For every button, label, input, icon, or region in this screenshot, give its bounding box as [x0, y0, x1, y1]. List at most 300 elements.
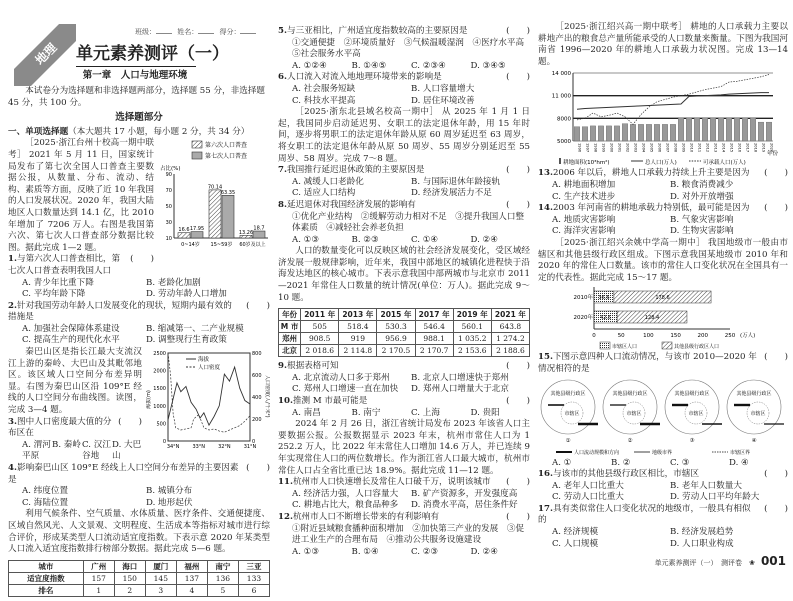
option-a[interactable]: A. 加强社会保障体系建设 — [22, 323, 120, 334]
answer-bracket[interactable]: ( ) — [506, 26, 530, 36]
option-a[interactable]: A. 渭河平原 — [22, 439, 51, 462]
question-number: 8. — [278, 199, 287, 210]
x-tick-label: 32°N — [218, 444, 231, 451]
x-tick-label: 2008 — [673, 143, 678, 153]
x-tick-label: 2015 — [729, 143, 734, 153]
answer-bracket[interactable]: ( ) — [764, 352, 788, 363]
option-c[interactable]: C. ①④ — [411, 234, 439, 245]
option-a[interactable]: A. 南昌 — [292, 407, 321, 418]
option-c[interactable]: C. 海洋灾害影响 — [552, 226, 616, 237]
option-b[interactable]: B. ①④⑤ — [351, 60, 387, 71]
table-cell: 2 170.7 — [415, 345, 453, 357]
table-cell: 956.9 — [377, 333, 415, 345]
passage-4: ［2025·浙东北县域名校高一期中］ 从 2025 年 1 月 1 日起，我国同步启动延迟男、女职工的法定退休年龄，用 15 年时间，逐步将男职工的法定退休年龄从原 60 周岁延迟至 63 周岁，将女职工的法定退休年龄从原 50 周岁、55 周岁分别延迟至 55 周岁、58 周岁。完成 7～8 题。 — [278, 107, 530, 164]
score-label: 得分： — [219, 28, 241, 36]
city-index-table — [8, 560, 270, 597]
bar-value-label: 63.35 — [220, 190, 236, 197]
subject-label: 地理 — [14, 24, 76, 86]
option-c[interactable]: C. 科技水平提高 — [292, 95, 356, 106]
x-tick-label: 150 — [670, 333, 681, 340]
option-a[interactable]: A. ①②④ — [292, 60, 327, 71]
question-12 — [278, 512, 530, 558]
option-a[interactable]: A. 北京流动人口多于郑州 — [292, 372, 390, 383]
x-tick-label: 2005 — [649, 143, 654, 153]
y-tick-label: 10 — [165, 236, 172, 243]
table-cell: 4 — [176, 584, 207, 596]
name-field[interactable] — [198, 33, 214, 34]
answer-options — [278, 408, 530, 420]
x-tick-label: 2000 — [609, 143, 614, 153]
table-cell: 排名 — [9, 584, 84, 596]
option-c[interactable]: C. 生产技术进步 — [552, 191, 616, 202]
option-d[interactable]: D. 居住环境改善 — [411, 95, 475, 106]
question-stem-text: 与第六次人口普查相比，第七次人口普查表明我国人口 — [8, 254, 121, 276]
option-a[interactable]: A. ①③ — [292, 234, 320, 245]
option-b[interactable]: B. 城镇分布 — [146, 486, 193, 497]
question-stem-text: 下图示意四种人口流动情况，与该市 2010—2020 年情况相符的是 — [538, 352, 757, 374]
option-d[interactable]: D. 消费水平高，居住条件好 — [411, 500, 518, 511]
bar-value-label: 36.6 — [598, 295, 610, 302]
y-tick-label: 70 — [165, 188, 172, 195]
category-label: 2010年 — [573, 295, 593, 302]
area-bar — [574, 127, 580, 141]
table-cell: 郑州 — [279, 333, 301, 345]
bar-value-label: 18.7 — [253, 225, 265, 232]
option-a[interactable]: A. ①③ — [292, 546, 320, 557]
answer-bracket[interactable]: ( ) — [506, 165, 530, 176]
table-cell: 157 — [83, 572, 114, 584]
x-tick-label: 2002 — [625, 143, 630, 153]
page-footer — [538, 554, 788, 570]
x-tick-label: 2006 — [657, 143, 662, 153]
table-cell: 505 — [301, 321, 339, 333]
legend-label: 市辖区界 — [730, 449, 751, 456]
area-bar — [710, 118, 716, 141]
bar — [253, 231, 265, 238]
y2-tick-label: 800 — [252, 351, 262, 358]
class-field[interactable] — [156, 33, 172, 34]
table-row — [279, 345, 530, 357]
area-bar — [758, 122, 764, 141]
option-c[interactable]: C. ②③ — [411, 546, 439, 557]
outer-area-label: 其他县级行政区 — [736, 390, 772, 397]
x-tick-label: 100 — [643, 333, 654, 340]
question-stem-text: 延迟退休对我国经济发展的影响有 — [286, 199, 416, 210]
table-cell: 2 — [114, 584, 145, 596]
x-tick-label: 2007 — [665, 143, 670, 153]
x-tick-label: 1997 — [585, 143, 590, 153]
area-bar — [670, 125, 676, 142]
area-bar — [718, 118, 724, 141]
option-d[interactable]: D. ③④⑤ — [470, 60, 506, 71]
student-info — [135, 28, 270, 37]
option-b[interactable]: B. 矿产资源多，开发强度高 — [411, 488, 518, 499]
answer-bracket[interactable]: ( ) — [506, 511, 530, 522]
table-cell: 2 018.6 — [301, 345, 339, 357]
x-tick-label: 2010 — [689, 143, 694, 153]
question-text — [8, 463, 240, 486]
inner-area-label: 市辖区 — [688, 410, 704, 417]
question-statements: ①交通便捷 ②环境质量好 ③气候温暖湿润 ④医疗水平高 ⑤社会服务水平高 — [292, 37, 533, 60]
x-tick-label: 1998 — [593, 143, 598, 153]
option-d[interactable]: D. 经济发展活力不足 — [411, 188, 492, 199]
area-bar — [694, 118, 700, 141]
option-b[interactable]: B. 人口容量增大 — [411, 83, 475, 94]
table-cell: 919 — [339, 333, 377, 345]
question-stem — [278, 72, 530, 84]
question-4 — [8, 463, 270, 509]
class-label: 班级： — [135, 28, 156, 36]
option-b[interactable]: B. 秦岭 — [52, 439, 81, 450]
option-b[interactable]: B. 老年人口数量大 — [670, 480, 742, 491]
answer-options — [278, 61, 530, 73]
answer-bracket[interactable]: ( ) — [506, 361, 530, 372]
option-c[interactable]: C. 郑州人口增速一直在加快 — [292, 384, 399, 395]
passage-8: ［2025·浙江绍兴余姚中学高一期中］ 我国地级市一般由市辖区和其他县级行政区组成。下图示意我国某地级市 2010 年和 2020 年的常住人口数量。该市的常住人口变化状况在全国具有一定的代表性。据此完成 15～17 题。 — [538, 237, 788, 283]
question-text — [278, 26, 467, 38]
option-a[interactable]: A. 老年人口比重大 — [552, 480, 624, 491]
answer-bracket[interactable]: ( ) — [764, 469, 788, 480]
area-bar — [734, 118, 740, 141]
bar-value-label: 128.4 — [644, 315, 660, 322]
part-heading-note: （本大题共 17 小题，每小题 2 分，共 34 分） — [68, 126, 250, 137]
question-stem — [8, 301, 270, 324]
question-16 — [538, 469, 788, 504]
answer-bracket[interactable]: ( ) — [764, 503, 788, 514]
y-tick-label: 14 000 — [551, 71, 571, 78]
option-b[interactable]: B. 缩减第一、二产业规模 — [146, 323, 244, 334]
y2-axis-label: 人口密度(人/千米²) — [264, 375, 270, 418]
y-axis-label: 占比(%) — [160, 166, 181, 173]
legend-label: 耕地面积(10³hm²) — [563, 160, 610, 167]
y-tick-label: 8000 — [557, 116, 571, 123]
table-cell: M 市 — [279, 321, 301, 333]
option-a[interactable]: A. 青少年比重下降 — [22, 277, 94, 288]
answer-bracket[interactable]: ( ) — [246, 300, 270, 311]
area-bar — [686, 118, 692, 141]
passage-1: ［2025·浙江台州十校高一期中联考］ 2021 年 5 月 11 日，国家统计局发布了第七次全国人口普查主要数据公报，从数量、分布、流动、结构、素质等方面，反映了近 10 年我国的人口发展状况。2020 年，我国大陆地区人口数量达到 14.1 亿，比 2010 年增加了 7206 万人。右图是我国第六次、第七次人口普查部分数据比较图。据此完成 1—2 题。 — [8, 138, 154, 253]
table-cell: 适宜度指数 — [9, 572, 84, 584]
table-row — [9, 572, 270, 584]
option-c[interactable]: C. 劳动人口比重大 — [552, 492, 624, 503]
x-tick-label: 1996 — [577, 143, 582, 153]
legend-label: 总人口(万人) — [645, 160, 677, 167]
question-number: 2. — [8, 300, 17, 311]
page-number: 001 — [760, 554, 786, 569]
option-d[interactable]: D. ④ — [729, 457, 749, 468]
legend-label: 第七次人口普查 — [205, 153, 248, 161]
question-2 — [8, 301, 270, 347]
answer-bracket[interactable]: ( ) — [118, 416, 142, 427]
outer-area-label: 其他县级行政区 — [612, 390, 648, 397]
question-8 — [278, 200, 530, 246]
question-stem-text: 杭州市人口不断增长带来的有利影响有 — [292, 511, 440, 522]
option-b[interactable]: B. ①④ — [351, 546, 379, 557]
option-d[interactable]: D. 劳动年龄人口增加 — [146, 289, 227, 300]
y2-tick-label: 0 — [252, 439, 256, 446]
question-stem-text: 推测 M 市最可能是 — [292, 396, 368, 407]
question-text — [538, 469, 699, 481]
table-header-cell: 厦门 — [145, 560, 176, 572]
table-cell: 518.4 — [339, 321, 377, 333]
bar — [209, 190, 221, 238]
answer-options — [278, 373, 530, 396]
option-c[interactable]: C. ③ — [670, 457, 690, 468]
x-tick-label: 2001 — [617, 143, 622, 153]
table-header-cell: 2017 年 — [415, 309, 453, 321]
answer-bracket[interactable]: ( ) — [506, 477, 530, 488]
question-number: 1. — [8, 254, 17, 265]
x-axis-label: 年份 — [767, 151, 779, 158]
answer-bracket[interactable]: ( ) — [506, 396, 530, 407]
question-text — [278, 477, 491, 489]
option-c[interactable]: C. 耕地占比大，粮食品种多 — [292, 500, 399, 511]
page-title: 单元素养测评（一） — [76, 44, 196, 67]
option-c[interactable]: C. 提高生产的现代化水平 — [22, 335, 120, 346]
y2-tick-label: 400 — [252, 395, 262, 402]
question-text — [278, 200, 416, 212]
question-text — [8, 254, 124, 277]
option-c[interactable]: C. 人口规模 — [552, 538, 599, 549]
area-bar — [702, 118, 708, 141]
option-b[interactable]: B. ② — [611, 457, 631, 468]
table-header-row — [279, 309, 530, 321]
subject-ribbon — [14, 24, 76, 86]
question-14 — [538, 203, 788, 238]
area-bar — [598, 126, 604, 141]
table-cell: 150 — [114, 572, 145, 584]
answer-options — [8, 486, 270, 509]
column-1 — [8, 0, 270, 601]
question-number: 12. — [278, 511, 293, 522]
option-b[interactable]: B. 老龄化加剧 — [146, 277, 201, 288]
option-a[interactable]: A. 经济活力强，人口容量大 — [292, 488, 399, 499]
question-stem-text: 图中人口密度最大值的分布区在 — [8, 416, 112, 439]
answer-bracket[interactable]: ( ) — [506, 72, 530, 83]
answer-options — [538, 458, 788, 470]
table-cell: 145 — [145, 572, 176, 584]
x-tick-label: 250 — [724, 333, 736, 340]
option-d[interactable]: D. 大巴山 — [112, 439, 142, 462]
answer-options — [538, 527, 788, 550]
legend-swatch — [559, 158, 561, 164]
answer-bracket[interactable]: ( ) — [764, 168, 788, 179]
question-stem-text: 具有类似常住人口变化状况的地级市，一般具有相似的 — [538, 503, 751, 526]
inner-area-label: 市辖区 — [564, 410, 580, 417]
legend-swatch — [192, 141, 202, 148]
prefecture-boundary — [603, 380, 657, 434]
y-tick-label: 1500 — [153, 386, 166, 393]
table-header-cell: 福州 — [176, 560, 207, 572]
x-tick-label: 31°N — [243, 444, 257, 451]
legend-swatch — [600, 342, 610, 349]
table-cell: 643.8 — [491, 321, 529, 333]
answer-options — [538, 215, 788, 238]
qinba-line-chart — [146, 347, 270, 455]
answer-bracket[interactable]: ( ) — [764, 203, 788, 214]
answer-options — [538, 481, 788, 504]
x-tick-label: 2017 — [745, 143, 750, 153]
option-a[interactable]: A. 经济规模 — [552, 527, 599, 538]
question-number: 7. — [278, 165, 287, 176]
bar — [191, 232, 203, 238]
answer-options — [278, 177, 530, 200]
option-b[interactable]: B. 经济发展趋势 — [670, 527, 734, 538]
table-cell: 137 — [176, 572, 207, 584]
answer-bracket[interactable]: ( ) — [246, 463, 270, 473]
bar-value-label: 178.6 — [655, 295, 670, 302]
column-3 — [538, 22, 788, 570]
x-tick-label: 2019 — [761, 143, 766, 153]
legend-label: 海拔 — [198, 357, 210, 364]
bar — [222, 196, 234, 239]
table-cell: 北京 — [279, 345, 301, 357]
question-text — [8, 417, 112, 440]
option-d[interactable]: D. ②④ — [470, 546, 498, 557]
inner-area-label: 市辖区 — [626, 410, 642, 417]
question-stem — [8, 417, 142, 440]
data-table — [8, 560, 270, 597]
y-tick-label: 2000 — [153, 368, 166, 375]
census-bar-chart — [158, 138, 270, 254]
option-d[interactable]: D. 对外开放增强 — [670, 191, 734, 202]
bar — [178, 233, 190, 238]
option-d[interactable]: D. 贵阳 — [470, 407, 500, 418]
passage-2: 秦巴山区是指长江最大支流汉江上游的秦岭、大巴山及其毗邻地区。该区域人口空间分布差异明显。右图为秦巴山区沿 109°E 经线的人口空间分布曲线图。读图，完成 3—4 题。 — [8, 347, 142, 416]
question-stem — [538, 469, 788, 481]
option-c[interactable]: C. 适应人口结构 — [292, 188, 356, 199]
y2-tick-label: 200 — [252, 417, 262, 424]
option-d[interactable]: D. 郑州人口增量大于北京 — [411, 384, 509, 395]
question-number: 6. — [278, 72, 287, 83]
question-stem — [278, 361, 530, 373]
table-cell: 2 188.6 — [491, 345, 529, 357]
area-bar — [614, 126, 620, 141]
carrying-capacity-line — [577, 75, 769, 125]
table-cell: 1 274.2 — [491, 333, 529, 345]
option-b[interactable]: B. 与国际退休年龄接轨 — [411, 176, 501, 187]
answer-bracket[interactable]: ( ) — [506, 199, 530, 210]
y-tick-label: 5000 — [557, 139, 571, 146]
y-tick-label: 1000 — [153, 403, 166, 410]
table-cell: 133 — [238, 572, 269, 584]
x-tick-label: 0~14岁 — [181, 242, 200, 249]
intro-text: 本试卷分为选择题和非选择题两部分，选择题 55 分，非选择题 45 分，共 100 分。 — [8, 86, 266, 108]
y-tick-label: 11 000 — [551, 94, 571, 101]
table-cell: 136 — [207, 572, 238, 584]
score-field[interactable] — [240, 33, 256, 34]
table-cell: 1 035.2 — [453, 333, 491, 345]
series-line-elevation — [168, 367, 250, 425]
panel-label: ① — [565, 437, 571, 444]
legend-label: 人口密度 — [198, 365, 221, 372]
option-a[interactable]: A. 减缓人口老龄化 — [292, 176, 364, 187]
option-a[interactable]: A. 耕地面积增加 — [552, 179, 616, 190]
answer-bracket[interactable]: ( ) — [130, 254, 154, 265]
outer-area-label: 其他县级行政区 — [674, 390, 710, 397]
legend-swatch — [192, 152, 202, 159]
question-stem-text: 我国推行延迟退休政策的主要原因是 — [286, 165, 425, 176]
chapter-title: 第一章 人口与地理环境 — [82, 70, 188, 81]
area-bar — [590, 126, 596, 141]
x-tick-label: 2012 — [705, 143, 710, 153]
population-table — [278, 308, 530, 357]
bar-value-label: 17.95 — [189, 226, 205, 233]
area-bar — [646, 125, 652, 142]
question-stem-text: 2003 年河南省的耕地承载力特别低，最可能是因为 — [552, 203, 750, 214]
option-a[interactable]: A. 地质灾害影响 — [552, 214, 616, 225]
y-tick-label: 0 — [162, 439, 166, 446]
x-tick-label: 2014 — [721, 143, 726, 153]
outer-area-label: 其他县级行政区 — [550, 390, 586, 397]
question-text — [8, 301, 240, 324]
option-d[interactable]: D. ②④ — [470, 234, 498, 245]
bar-value-label: 16.6 — [178, 227, 190, 234]
option-b[interactable]: B. ②③ — [351, 234, 379, 245]
table-cell: 546.4 — [415, 321, 453, 333]
question-stem-text: 影响秦巴山区 109°E 经线上人口空间分布差异的主要因素是 — [8, 463, 239, 485]
option-c[interactable]: C. 平均年龄下降 — [22, 289, 86, 300]
option-b[interactable]: B. 粮食消费减少 — [670, 179, 734, 190]
question-stem-text: 与三亚相比，广州适宜度指数较高的主要原因是 — [286, 26, 468, 36]
question-text — [538, 168, 749, 180]
passage-5: 人口的数量变化可以反映区域的社会经济发展变化，受区域经济发展一般规律影响，近年来，我国中部地区的城镇化进程快于沿海发达地区的核心城市。下表示意我国中部两城市与北京市 2011—2021 年常住人口数量的统计情况(单位：万人)。据此完成 9～10 题。 — [278, 246, 530, 303]
option-d[interactable]: D. 调整现行生育政策 — [146, 335, 227, 346]
area-bar — [662, 125, 668, 142]
option-a[interactable]: A. 社会服务短缺 — [292, 83, 356, 94]
option-b[interactable]: B. 北京人口增速快于郑州 — [411, 372, 509, 383]
option-c[interactable]: C. 海陆位置 — [22, 497, 69, 508]
x-tick-label: 2009 — [681, 143, 686, 153]
question-stem — [278, 477, 530, 489]
option-c[interactable]: C. 上海 — [411, 407, 440, 418]
option-b[interactable]: B. 气象灾害影响 — [670, 214, 734, 225]
option-d[interactable]: D. 劳动人口平均年龄大 — [670, 492, 760, 503]
option-d[interactable]: D. 地形起伏 — [146, 497, 193, 508]
option-d[interactable]: D. 生物灾害影响 — [670, 226, 734, 237]
prefecture-boundary — [665, 380, 719, 434]
answer-options — [538, 180, 788, 203]
city-population-hbar-chart — [560, 285, 766, 351]
question-text — [278, 512, 439, 524]
column-2 — [278, 26, 533, 558]
option-a[interactable]: A. ① — [552, 457, 572, 468]
footer-text: 单元素养测评（一） 测评卷 ❀ — [654, 559, 755, 568]
area-bar — [606, 126, 612, 141]
question-17 — [538, 504, 788, 550]
option-c[interactable]: C. ②③④ — [411, 60, 446, 71]
x-tick-label: 0 — [592, 333, 596, 340]
question-1 — [8, 254, 270, 300]
x-tick-label: 34°N — [166, 444, 180, 451]
passage-6: 2024 年 2 月 26 日，浙江省统计局发布 2023 年该省人口主要数据公报。公报数据显示 2023 年末，杭州市常住人口为 1 252.2 万人，比 2022 年末常住人口增加 14.6 万人，并已连续 9 年实现常住人口的两位数增长。作为浙江省人口最大城市，杭州市常住人口占全省比重已达 18.9%。据此完成 11—12 题。 — [278, 419, 530, 476]
table-header-cell: 广州 — [83, 560, 114, 572]
option-c[interactable]: C. 汉江谷地 — [82, 439, 111, 462]
option-d[interactable]: D. 人口职业构成 — [670, 538, 734, 549]
question-stem — [278, 512, 530, 524]
question-15 — [538, 352, 788, 375]
option-a[interactable]: A. 纬度位置 — [22, 486, 69, 497]
question-stem-text: 与该市的其他县级行政区相比，市辖区 — [552, 469, 700, 480]
question-text — [538, 203, 749, 215]
question-number: 5. — [278, 26, 287, 36]
category-label: 2020年 — [573, 315, 593, 322]
question-statements: ①优化产业结构 ②缓解劳动力相对不足 ③提升我国人口整体素质 ④减轻社会养老负担 — [292, 211, 525, 234]
table-header-cell: 城市 — [9, 560, 84, 572]
x-tick-label: 2003 — [633, 143, 638, 153]
question-number: 17. — [538, 503, 553, 514]
option-b[interactable]: B. 南宁 — [351, 407, 381, 418]
